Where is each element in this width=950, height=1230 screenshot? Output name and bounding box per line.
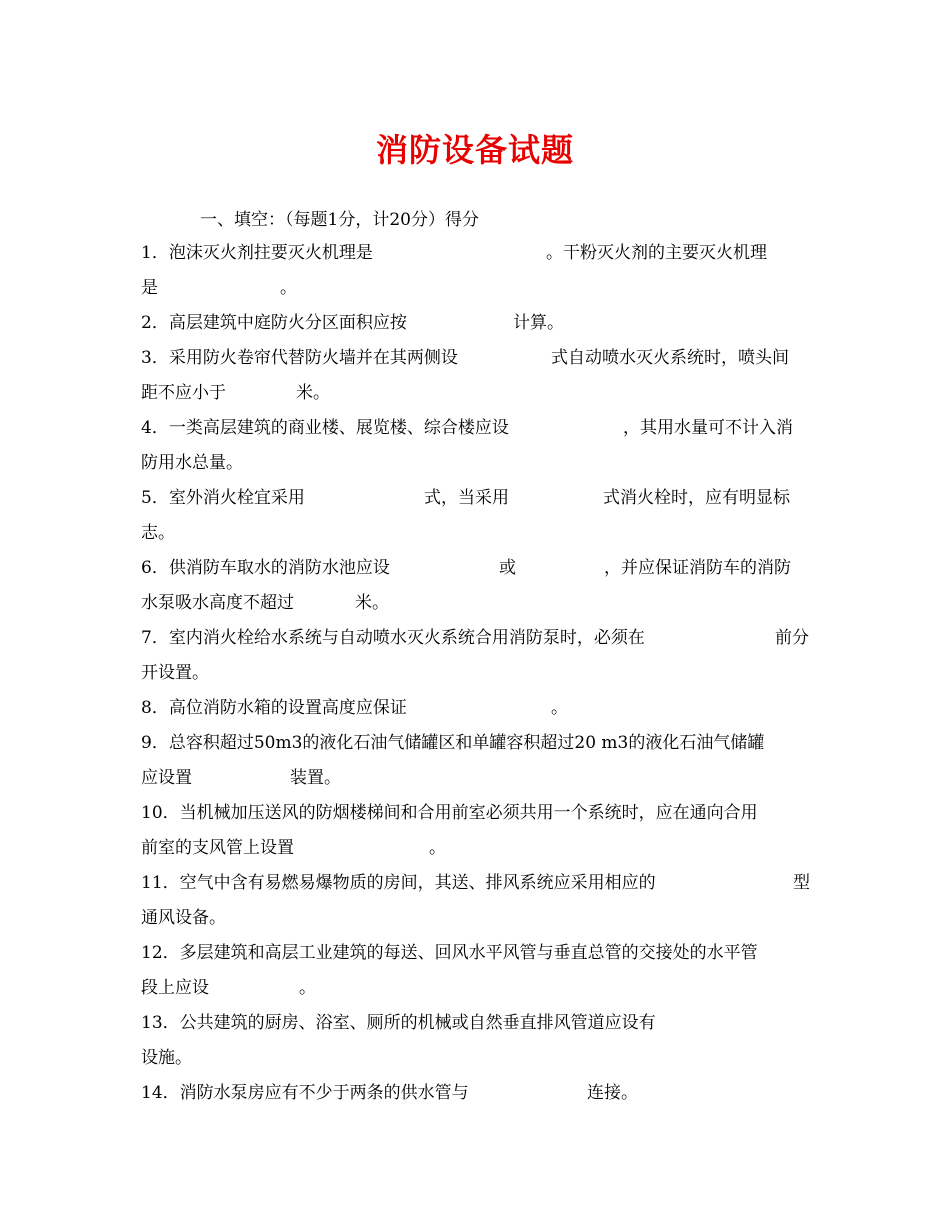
question-text: 或: [499, 558, 516, 578]
question-text: 4．一类高层建筑的商业楼、展览楼、综合楼应设: [141, 418, 509, 438]
question-text: 13．公共建筑的厨房、浴室、厕所的机械或自然垂直排风管道应设有: [141, 1013, 656, 1033]
question-12: [141, 936, 811, 1006]
question-9: [141, 726, 811, 796]
question-text: 装置。: [290, 768, 341, 788]
question-2: [141, 306, 811, 341]
document-title: 消防设备试题: [375, 131, 574, 169]
question-text: 设施。: [141, 1048, 192, 1068]
question-text: 通风设备。: [141, 908, 226, 928]
question-text: 志。: [141, 523, 175, 543]
question-text: 。: [429, 838, 446, 858]
question-text: 12．多层建筑和高层工业建筑的每送、回风水平风管与垂直总管的交接处的水平管: [141, 943, 758, 963]
question-text: 1．泡沫灭火剂拄要灭火机理是: [141, 243, 373, 263]
question-text: 10．当机械加压送风的防烟楼梯间和合用前室必须共用一个系统时，应在通向合用: [141, 803, 758, 823]
question-5: [141, 481, 811, 551]
question-text: 5．室外消火栓宜采用: [141, 488, 305, 508]
question-text: 段上应设: [141, 978, 209, 998]
question-text: 。干粉灭火剂的主要灭火机理: [546, 243, 767, 263]
question-text: 前分: [775, 628, 809, 648]
question-11: [141, 866, 811, 936]
question-text: 型: [793, 873, 810, 893]
question-text: 11．空气中含有易燃易爆物质的房间，其送、排风系统应采用相应的: [141, 873, 656, 893]
question-3: [141, 341, 811, 411]
question-text: 距不应小于: [141, 383, 226, 403]
question-14: [141, 1076, 811, 1111]
question-text: 7．室内消火栓给水系统与自动喷水灭火系统合用消防泵时，必须在: [141, 628, 645, 648]
question-text: 应设置: [141, 768, 192, 788]
question-7: [141, 621, 811, 691]
question-text: 式，当采用: [424, 488, 509, 508]
question-text: 2．高层建筑中庭防火分区面积应按: [141, 313, 407, 333]
question-text: 式消火栓时，应有明显标: [603, 488, 790, 508]
question-4: [141, 411, 811, 481]
question-text: 水泵吸水高度不超过: [141, 593, 294, 613]
question-text: 米。: [296, 383, 330, 403]
question-text: 8．高位消防水箱的设置高度应保证: [141, 698, 407, 718]
question-text: 开设置。: [141, 663, 209, 683]
question-text: 式自动喷水灭火系统时，喷头间: [551, 348, 789, 368]
question-text: 前室的支风管上设置: [141, 838, 294, 858]
question-text: ，其用水量可不计入消: [623, 418, 793, 438]
question-text: 。: [299, 978, 316, 998]
question-text: 。: [551, 698, 568, 718]
question-text: 是: [141, 278, 158, 298]
question-10: [141, 796, 811, 866]
question-13: [141, 1006, 811, 1076]
question-text: 6．供消防车取水的消防水池应设: [141, 558, 390, 578]
question-1: [141, 236, 811, 306]
question-text: ，并应保证消防车的消防: [604, 558, 791, 578]
question-text: 14．消防水泵房应有不少于两条的供水管与: [141, 1083, 469, 1103]
question-6: [141, 551, 811, 621]
question-8: [141, 691, 811, 726]
question-text: 防用水总量。: [141, 453, 243, 473]
question-text: 计算。: [513, 313, 564, 333]
section-heading: 一、填空：（每题1分，计20分）得分: [200, 210, 479, 230]
question-text: 米。: [355, 593, 389, 613]
question-text: 。: [280, 278, 297, 298]
question-text: 3．采用防火卷帘代替防火墙并在其两侧设: [141, 348, 458, 368]
question-text: 9．总容积超过50m3的液化石油气储罐区和单罐容积超过20 m3的液化石油气储罐: [141, 733, 765, 753]
question-text: 连接。: [587, 1083, 638, 1103]
